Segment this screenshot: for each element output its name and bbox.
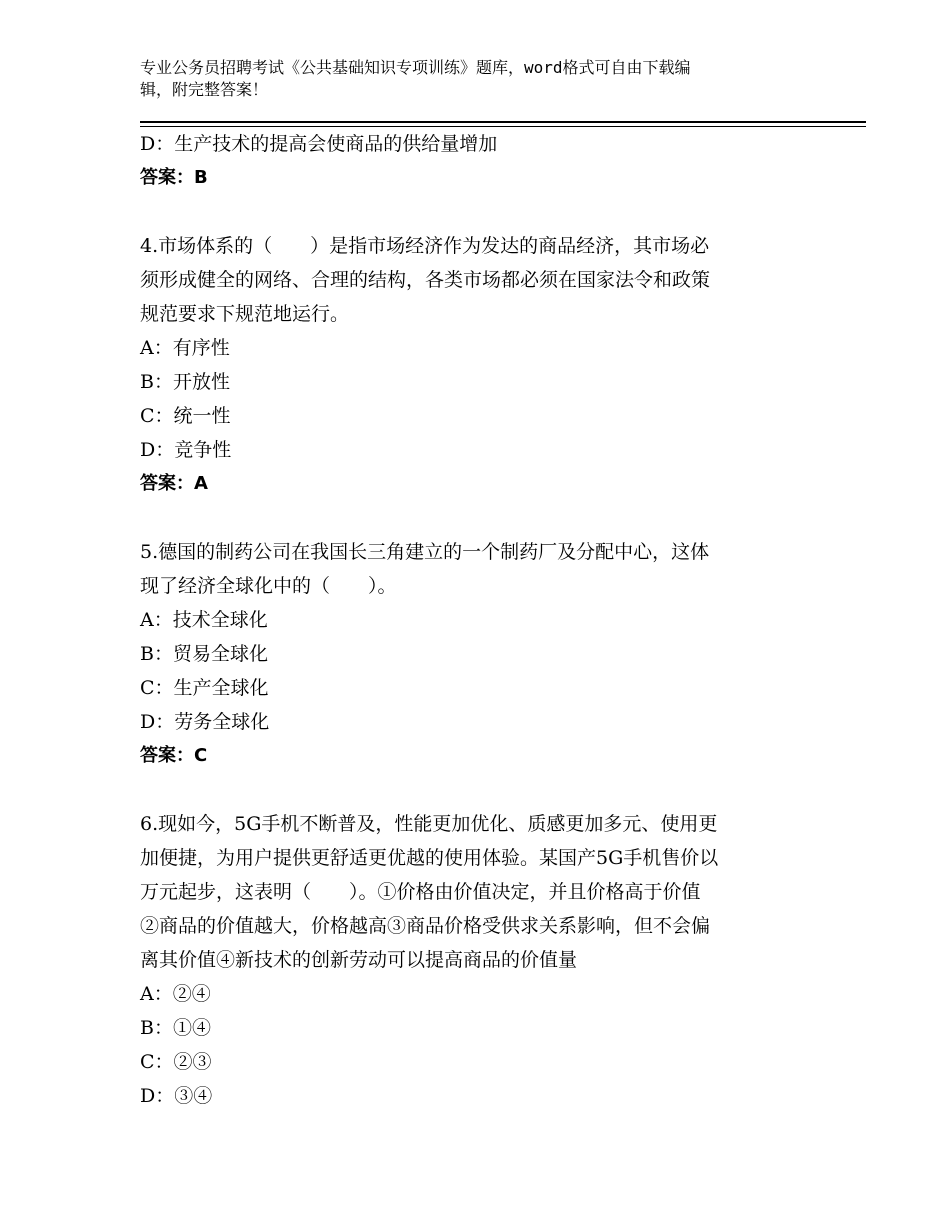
spacer: [140, 195, 810, 229]
q4-option-a: A：有序性: [140, 337, 230, 359]
spacer: [140, 501, 810, 535]
q6-stem-line: 离其价值④新技术的创新劳动可以提高商品的价值量: [140, 949, 578, 971]
q6-stem-line: 6.现如今，5G手机不断普及，性能更加优化、质感更加多元、使用更: [140, 813, 718, 835]
q6-option-d: D：③④: [140, 1085, 213, 1107]
q6-stem-line: ②商品的价值越大，价格越高③商品价格受供求关系影响，但不会偏: [140, 915, 711, 937]
q5-stem-line: 5.德国的制药公司在我国长三角建立的一个制药厂及分配中心，这体: [140, 541, 710, 563]
q4-stem-line: 规范要求下规范地运行。: [140, 303, 350, 325]
q5-option-b: B：贸易全球化: [140, 643, 268, 665]
prev-answer: 答案：B: [140, 167, 208, 188]
content: [140, 127, 810, 1113]
question-5: [140, 535, 810, 773]
q6-stem-line: 万元起步，这表明（ ）。①价格由价值决定，并且价格高于价值: [140, 881, 701, 903]
q4-option-d: D：竞争性: [140, 439, 232, 461]
q5-answer: 答案：C: [140, 745, 208, 766]
spacer: [140, 773, 810, 807]
prev-option-d: D：生产技术的提高会使商品的供给量增加: [140, 133, 498, 155]
q5-option-a: A：技术全球化: [140, 609, 268, 631]
q5-option-c: C：生产全球化: [140, 677, 269, 699]
header-rule-thick: [140, 121, 866, 123]
q4-stem-line: 4.市场体系的（ ）是指市场经济作为发达的商品经济，其市场必: [140, 235, 710, 257]
q4-stem-line: 须形成健全的网络、合理的结构，各类市场都必须在国家法令和政策: [140, 269, 711, 291]
q6-option-b: B：①④: [140, 1017, 211, 1039]
question-6: [140, 807, 810, 1113]
page-header: [140, 57, 800, 101]
header-line-1: 专业公务员招聘考试《公共基础知识专项训练》题库，word格式可自由下载编: [140, 58, 691, 77]
q5-option-d: D：劳务全球化: [140, 711, 270, 733]
q4-option-c: C：统一性: [140, 405, 231, 427]
q4-option-b: B：开放性: [140, 371, 230, 393]
q6-option-c: C：②③: [140, 1051, 212, 1073]
q4-answer: 答案：A: [140, 473, 208, 494]
q5-stem-line: 现了经济全球化中的（ ）。: [140, 575, 397, 597]
header-line-2: 辑，附完整答案！: [140, 80, 269, 99]
q6-option-a: A：②④: [140, 983, 211, 1005]
q6-stem-line: 加便捷，为用户提供更舒适更优越的使用体验。某国产5G手机售价以: [140, 847, 719, 869]
question-4: [140, 229, 810, 501]
